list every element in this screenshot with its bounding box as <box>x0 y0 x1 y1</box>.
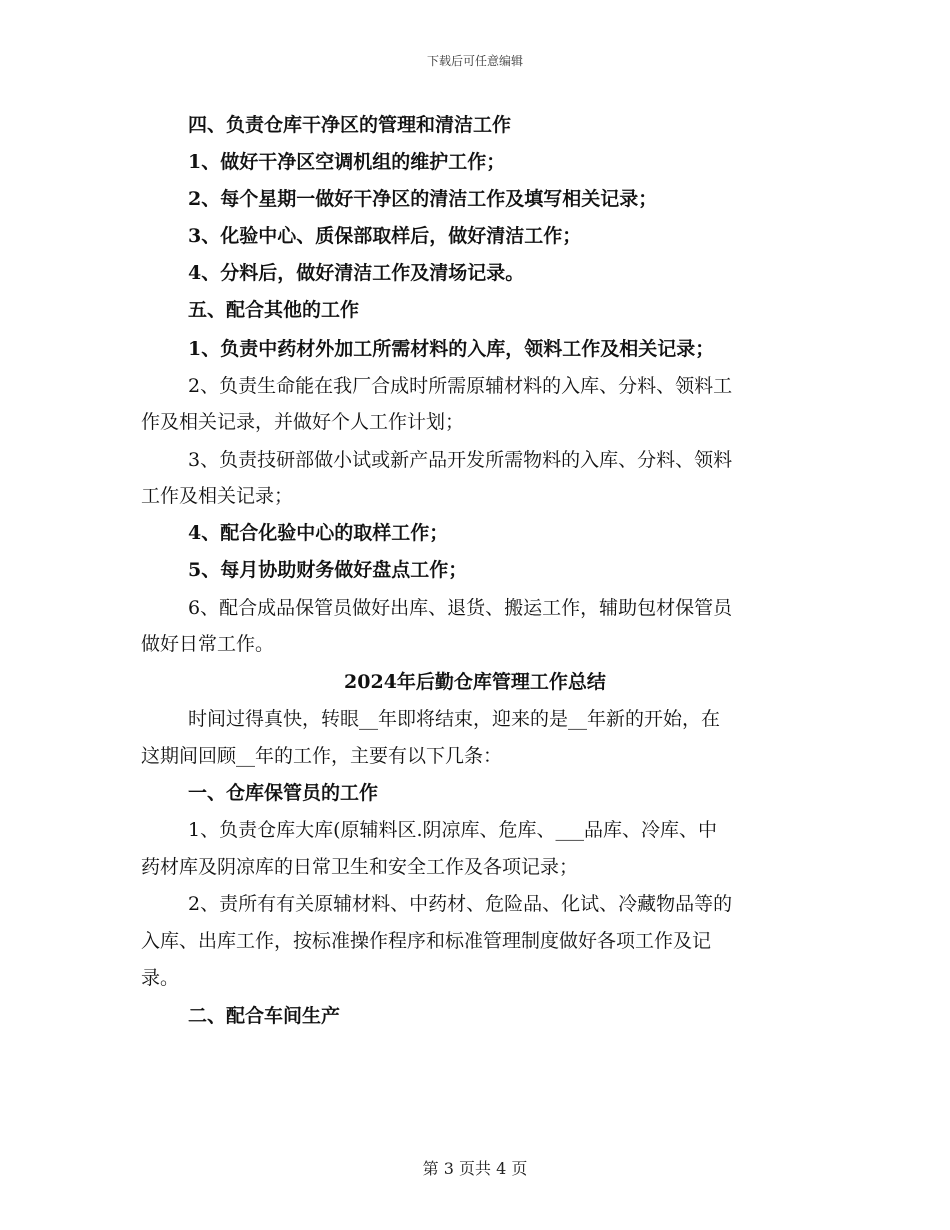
list-item: 4、分料后，做好清洁工作及清场记录。 <box>188 262 525 284</box>
paragraph-line: 录。 <box>141 967 180 989</box>
paragraph-line: 药材库及阴凉库的日常卫生和安全工作及各项记录； <box>141 856 579 878</box>
paragraph-line: 做好日常工作。 <box>141 633 275 655</box>
list-item: 3、化验中心、质保部取样后，做好清洁工作； <box>188 225 582 247</box>
list-item: 4、配合化验中心的取样工作； <box>188 522 449 544</box>
paragraph-line: 6、配合成品保管员做好出库、退货、搬运工作，辅助包材保管员 <box>188 597 733 619</box>
paragraph-line: 时间过得真快，转眼__年即将结束，迎来的是__年新的开始，在 <box>188 708 721 730</box>
list-item: 2、每个星期一做好干净区的清洁工作及填写相关记录； <box>188 188 658 210</box>
paragraph-line: 这期间回顾__年的工作，主要有以下几条： <box>141 745 503 767</box>
page-footer: 第 3 页共 4 页 <box>422 1159 528 1178</box>
list-item: 1、负责中药材外加工所需材料的入库，领料工作及相关记录； <box>188 338 715 360</box>
paragraph-line: 入库、出库工作，按标准操作程序和标准管理制度做好各项工作及记 <box>141 930 712 952</box>
section-heading: 四、负责仓库干净区的管理和清洁工作 <box>188 114 512 136</box>
section-heading: 二、配合车间生产 <box>188 1005 341 1027</box>
page-header: 下载后可任意编辑 <box>426 54 523 68</box>
paragraph-line: 作及相关记录，并做好个人工作计划； <box>141 411 465 433</box>
section-heading: 一、仓库保管员的工作 <box>188 782 379 804</box>
section-heading: 五、配合其他的工作 <box>188 299 360 321</box>
paragraph-line: 2、责所有有关原辅材料、中药材、危险品、化试、冷藏物品等的 <box>188 893 733 915</box>
paragraph-line: 3、负责技研部做小试或新产品开发所需物料的入库、分料、领料 <box>188 449 733 471</box>
paragraph-line: 工作及相关记录； <box>141 485 294 507</box>
list-item: 1、做好干净区空调机组的维护工作； <box>188 151 506 173</box>
document-title: 2024年后勤仓库管理工作总结 <box>344 671 606 693</box>
list-item: 5、每月协助财务做好盘点工作； <box>188 559 468 581</box>
paragraph-line: 1、负责仓库大库(原辅料区.阴凉库、危库、___品库、冷库、中 <box>188 819 718 841</box>
paragraph-line: 2、负责生命能在我厂合成时所需原辅材料的入库、分料、领料工 <box>188 375 733 397</box>
